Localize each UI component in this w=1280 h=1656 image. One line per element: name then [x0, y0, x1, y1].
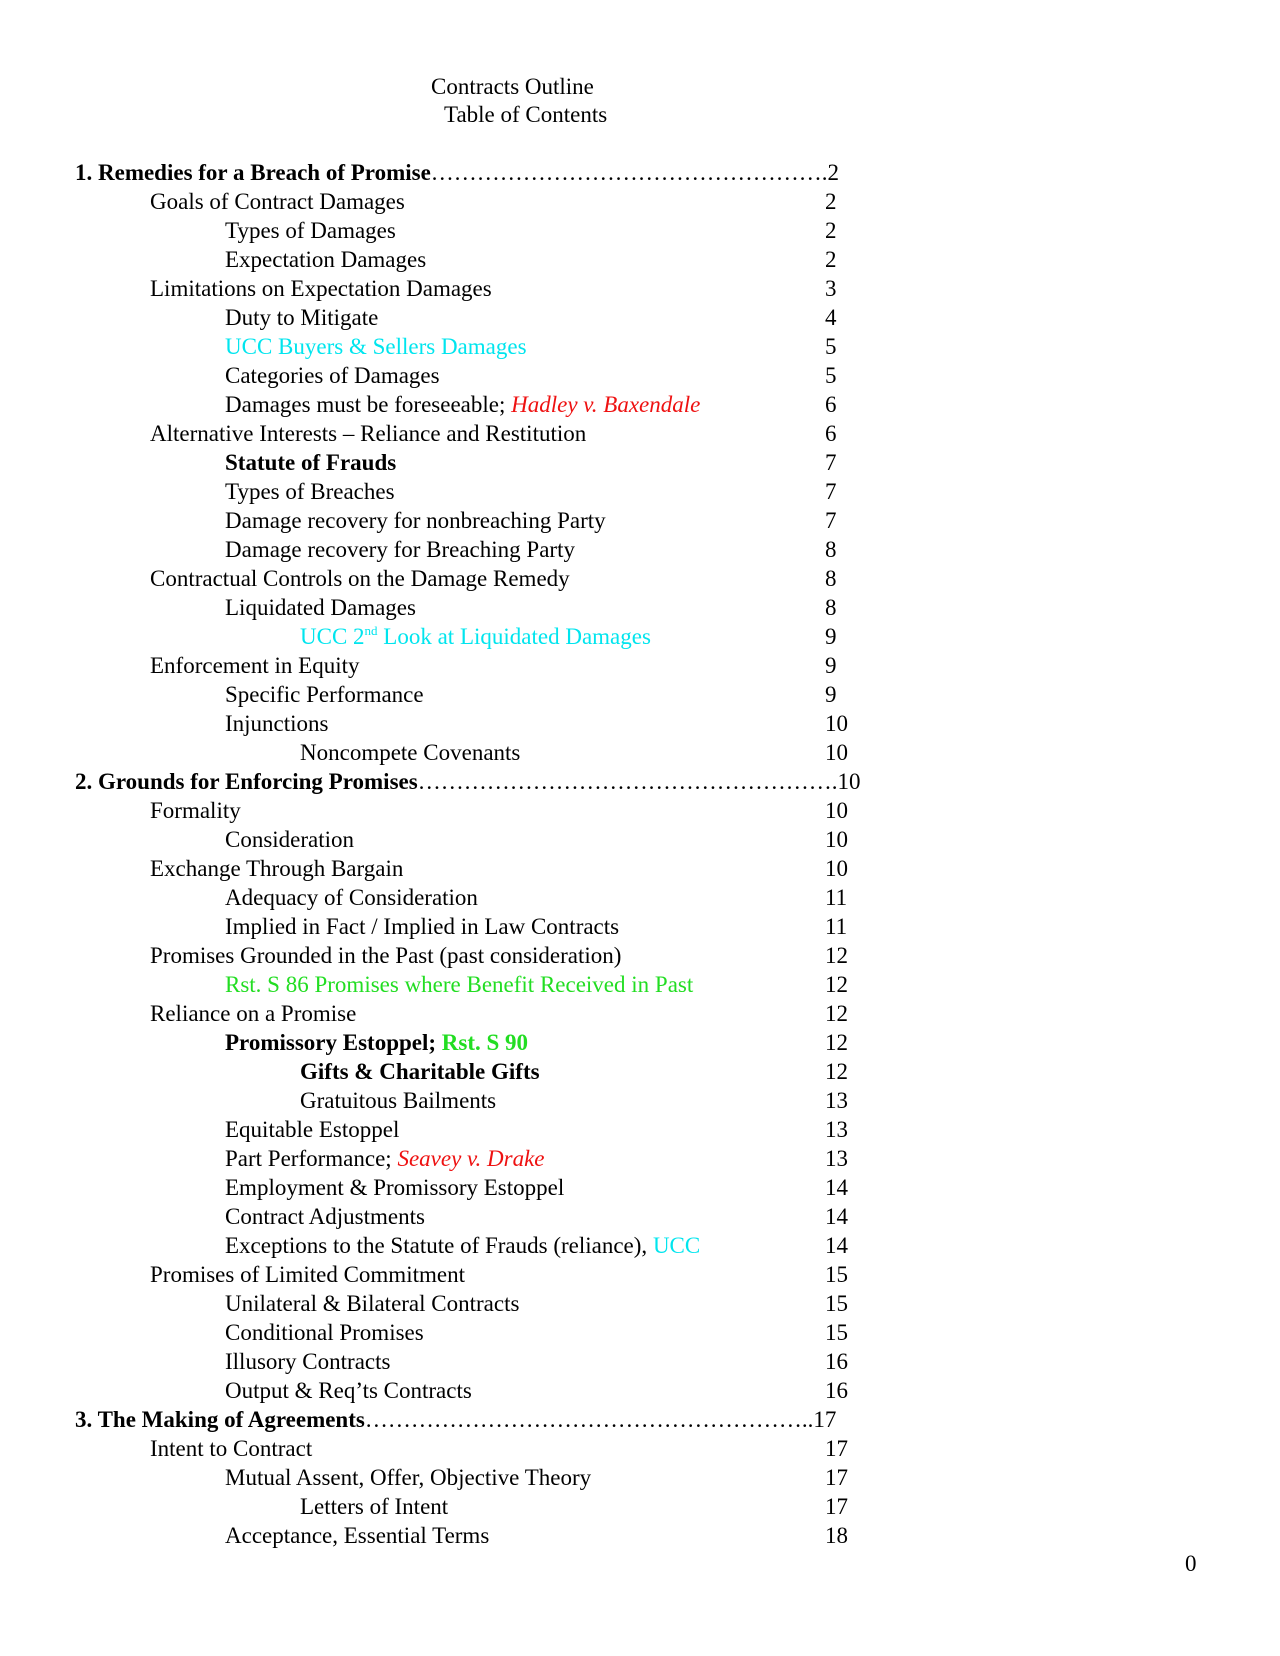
- section-page: 10: [837, 769, 861, 794]
- leader-dots: ……………………………………………….: [417, 769, 838, 794]
- entry-page: 12: [825, 972, 848, 997]
- entry-page: 13: [825, 1146, 848, 1171]
- entry-text: Formality: [150, 798, 241, 823]
- entry-text: Gifts & Charitable Gifts: [300, 1059, 540, 1084]
- entry-text: Equitable Estoppel: [225, 1117, 400, 1142]
- entry-page: 9: [825, 653, 837, 678]
- entry-text: Limitations on Expectation Damages: [150, 276, 492, 301]
- entry-page: 7: [825, 508, 837, 533]
- case-citation: Seavey v. Drake: [397, 1146, 545, 1171]
- entry-text: Implied in Fact / Implied in Law Contracts: [225, 914, 620, 939]
- entry-text: Look at Liquidated Damages: [377, 624, 651, 649]
- entry-page: 12: [825, 1030, 848, 1055]
- entry-page: 17: [825, 1465, 848, 1490]
- toc-entry: [75, 506, 1075, 535]
- entry-page: 10: [825, 798, 848, 823]
- entry-page: 6: [825, 421, 837, 446]
- entry-page: 17: [825, 1494, 848, 1519]
- toc-entry: [75, 303, 1075, 332]
- entry-page: 9: [825, 682, 837, 707]
- entry-text: Damage recovery for Breaching Party: [225, 537, 575, 562]
- toc-entry: [75, 390, 1075, 419]
- section-page: 2: [827, 160, 840, 185]
- entry-page: 16: [825, 1378, 848, 1403]
- entry-text: Promises of Limited Commitment: [150, 1262, 465, 1287]
- entry-text: Contract Adjustments: [225, 1204, 425, 1229]
- toc-entry: [75, 1057, 1075, 1086]
- entry-text: Liquidated Damages: [225, 595, 416, 620]
- page-number: 0: [1185, 1551, 1197, 1576]
- entry-page: 18: [825, 1523, 848, 1548]
- toc-entry: [75, 883, 1075, 912]
- toc-entry: [75, 1173, 1075, 1202]
- toc-entry: [75, 274, 1075, 303]
- document-title: Contracts Outline: [431, 74, 594, 99]
- entry-page: 13: [825, 1088, 848, 1113]
- entry-text: Noncompete Covenants: [300, 740, 521, 765]
- entry-page: 3: [825, 276, 837, 301]
- entry-page: 14: [825, 1204, 848, 1229]
- toc-entry: [75, 622, 1075, 651]
- entry-text: Damages must be foreseeable;: [225, 392, 512, 417]
- entry-text: Reliance on a Promise: [150, 1001, 357, 1026]
- toc-entry: [75, 1347, 1075, 1376]
- entry-page: 2: [825, 189, 837, 214]
- toc-entry: [75, 912, 1075, 941]
- entry-text: Injunctions: [225, 711, 329, 736]
- toc-section-3: [75, 1405, 1075, 1434]
- entry-page: 12: [825, 943, 848, 968]
- toc-entry: [75, 1376, 1075, 1405]
- toc-entry: [75, 187, 1075, 216]
- entry-text: Alternative Interests – Reliance and Restitution: [150, 421, 587, 446]
- toc-entry: [75, 854, 1075, 883]
- toc-entry: [75, 535, 1075, 564]
- entry-text: Exceptions to the Statute of Frauds (reliance),: [225, 1233, 653, 1258]
- entry-text: Conditional Promises: [225, 1320, 424, 1345]
- entry-page: 12: [825, 1059, 848, 1084]
- entry-text-ucc: UCC Buyers & Sellers Damages: [225, 334, 527, 359]
- entry-page: 12: [825, 1001, 848, 1026]
- toc-entry: [75, 651, 1075, 680]
- toc-entry: [75, 1202, 1075, 1231]
- entry-text: Categories of Damages: [225, 363, 440, 388]
- entry-text: Damage recovery for nonbreaching Party: [225, 508, 606, 533]
- entry-text: Part Performance;: [225, 1146, 398, 1171]
- leader-dots: …………………………………………….: [430, 160, 828, 185]
- entry-page: 9: [825, 624, 837, 649]
- toc-entry: [75, 941, 1075, 970]
- toc-entry: [75, 1434, 1075, 1463]
- toc-entry: [75, 1231, 1075, 1260]
- toc-entry: [75, 1521, 1075, 1550]
- entry-text: Intent to Contract: [150, 1436, 313, 1461]
- leader-dots: …………………………………………………..: [364, 1407, 814, 1432]
- toc-entry: [75, 970, 1075, 999]
- entry-text: Enforcement in Equity: [150, 653, 360, 678]
- entry-text: Output & Req’ts Contracts: [225, 1378, 472, 1403]
- entry-page: 5: [825, 363, 837, 388]
- entry-page: 17: [825, 1436, 848, 1461]
- toc-section-2: [75, 767, 1075, 796]
- ordinal-superscript: nd: [364, 623, 378, 638]
- entry-text: Types of Breaches: [225, 479, 395, 504]
- entry-text: Duty to Mitigate: [225, 305, 379, 330]
- entry-text: Promises Grounded in the Past (past consideration): [150, 943, 622, 968]
- entry-text: Goals of Contract Damages: [150, 189, 405, 214]
- entry-text: Gratuitous Bailments: [300, 1088, 497, 1113]
- entry-page: 10: [825, 856, 848, 881]
- toc-entry: [75, 1028, 1075, 1057]
- toc-entry: [75, 593, 1075, 622]
- entry-page: 7: [825, 479, 837, 504]
- entry-page: 14: [825, 1233, 848, 1258]
- entry-text: Expectation Damages: [225, 247, 427, 272]
- entry-page: 14: [825, 1175, 848, 1200]
- ucc-reference: UCC: [652, 1233, 701, 1258]
- toc-section-1: [75, 158, 1075, 187]
- toc-entry: [75, 564, 1075, 593]
- entry-page: 2: [825, 247, 837, 272]
- entry-page: 8: [825, 537, 837, 562]
- toc-entry: [75, 216, 1075, 245]
- toc-entry: [75, 1289, 1075, 1318]
- entry-text: Acceptance, Essential Terms: [225, 1523, 490, 1548]
- toc-entry: [75, 332, 1075, 361]
- entry-text: Unilateral & Bilateral Contracts: [225, 1291, 520, 1316]
- entry-page: 8: [825, 566, 837, 591]
- entry-text: Promissory Estoppel;: [225, 1030, 442, 1055]
- toc-entry: [75, 361, 1075, 390]
- toc-entry: [75, 680, 1075, 709]
- document-subtitle: Table of Contents: [444, 102, 608, 127]
- entry-text: Specific Performance: [225, 682, 424, 707]
- case-citation: Hadley v. Baxendale: [511, 392, 701, 417]
- entry-page: 15: [825, 1320, 848, 1345]
- section-heading: 2. Grounds for Enforcing Promises: [75, 769, 418, 794]
- entry-page: 10: [825, 711, 848, 736]
- entry-page: 11: [825, 914, 848, 939]
- entry-page: 4: [825, 305, 837, 330]
- entry-text-restatement: Rst. S 86 Promises where Benefit Received in Past: [225, 972, 694, 997]
- toc-entry: [75, 1463, 1075, 1492]
- entry-text: UCC 2: [300, 624, 365, 649]
- entry-page: 6: [825, 392, 837, 417]
- toc-entry: [75, 245, 1075, 274]
- entry-page: 13: [825, 1117, 848, 1142]
- entry-text: Letters of Intent: [300, 1494, 449, 1519]
- entry-page: 10: [825, 827, 848, 852]
- restatement-citation: Rst. S 90: [441, 1030, 529, 1055]
- entry-page: 15: [825, 1262, 848, 1287]
- toc-entry: [75, 825, 1075, 854]
- entry-page: 11: [825, 885, 848, 910]
- entry-page: 2: [825, 218, 837, 243]
- toc-entry: [75, 1115, 1075, 1144]
- entry-page: 15: [825, 1291, 848, 1316]
- toc-entry: [75, 477, 1075, 506]
- toc-entry: [75, 419, 1075, 448]
- entry-text: Statute of Frauds: [225, 450, 397, 475]
- section-heading: 3. The Making of Agreements: [75, 1407, 365, 1432]
- entry-text: Types of Damages: [225, 218, 396, 243]
- toc-entry: [75, 999, 1075, 1028]
- toc-entry: [75, 1492, 1075, 1521]
- entry-text: Employment & Promissory Estoppel: [225, 1175, 565, 1200]
- toc-entry: [75, 1318, 1075, 1347]
- entry-page: 7: [825, 450, 837, 475]
- entry-text: Exchange Through Bargain: [150, 856, 404, 881]
- entry-text: Illusory Contracts: [225, 1349, 391, 1374]
- entry-page: 16: [825, 1349, 848, 1374]
- toc-entry: [75, 1144, 1075, 1173]
- entry-text-ucc: [300, 622, 651, 651]
- toc-entry: [75, 448, 1075, 477]
- entry-page: 5: [825, 334, 837, 359]
- entry-text: Consideration: [225, 827, 355, 852]
- entry-page: 8: [825, 595, 837, 620]
- section-heading: 1. Remedies for a Breach of Promise: [75, 160, 431, 185]
- entry-text: Mutual Assent, Offer, Objective Theory: [225, 1465, 592, 1490]
- section-page: 17: [813, 1407, 837, 1432]
- toc-entry: [75, 796, 1075, 825]
- toc-entry: [75, 738, 1075, 767]
- toc-entry: [75, 709, 1075, 738]
- entry-page: 10: [825, 740, 848, 765]
- entry-text: Contractual Controls on the Damage Remedy: [150, 566, 570, 591]
- entry-text: Adequacy of Consideration: [225, 885, 478, 910]
- toc-entry: [75, 1086, 1075, 1115]
- toc-entry: [75, 1260, 1075, 1289]
